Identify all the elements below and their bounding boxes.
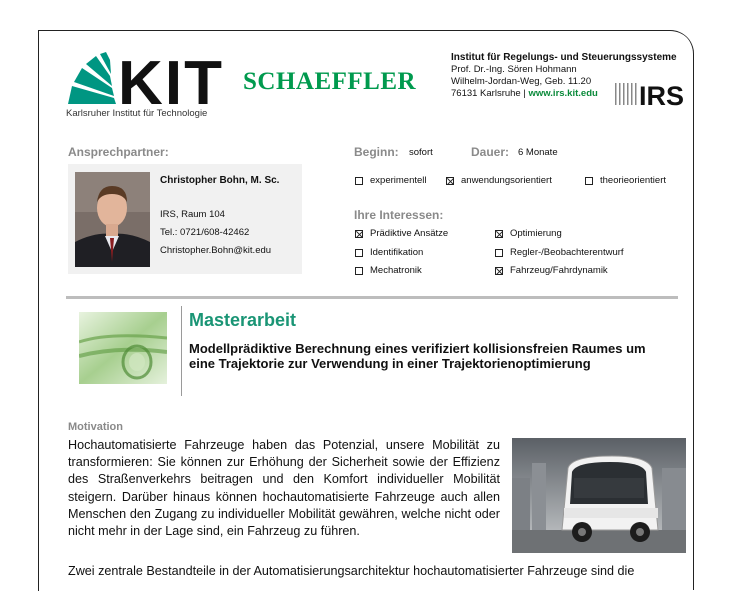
irs-logo-text: IRS: [639, 81, 685, 108]
duration-value: 6 Monate: [518, 147, 558, 158]
thesis-thumbnail: [79, 312, 167, 384]
interest-label-2: Identifikation: [370, 247, 424, 258]
checkbox-interest-3[interactable]: [495, 249, 503, 257]
type-label-1: anwendungsorientiert: [461, 175, 552, 186]
street-address: Wilhelm-Jordan-Weg, Geb. 11.20: [451, 76, 592, 87]
checkbox-interest-0[interactable]: [355, 230, 363, 238]
website-link[interactable]: www.irs.kit.edu: [528, 88, 598, 99]
institute-name: Institut für Regelungs- und Steuerungssysteme: [451, 52, 677, 63]
checkbox-interest-5[interactable]: [495, 267, 503, 275]
kit-logo-text: KIT: [118, 52, 222, 118]
city: 76131 Karlsruhe |: [451, 88, 529, 99]
motivation-paragraph-2: Zwei zentrale Bestandteile in der Automatisierungsarchitektur hochautomatisierter Fahrzeuge sind die: [68, 564, 635, 578]
schaeffler-logo: SCHAEFFLER: [243, 68, 417, 95]
section-divider: [66, 296, 678, 299]
kit-subtitle: Karlsruher Institut für Technologie: [66, 108, 208, 119]
interest-label-1: Optimierung: [510, 228, 562, 239]
type-label-2: theorieorientiert: [600, 175, 667, 186]
professor-name: Prof. Dr.-Ing. Sören Hohmann: [451, 64, 577, 75]
start-label: Beginn:: [354, 145, 399, 159]
title-divider: [181, 306, 182, 396]
checkbox-interest-2[interactable]: [355, 249, 363, 257]
checkbox-experimentell[interactable]: [355, 177, 363, 185]
contact-heading: Ansprechpartner:: [68, 145, 169, 159]
irs-logo: [615, 80, 689, 108]
thesis-type: Masterarbeit: [189, 310, 297, 330]
interest-label-5: Fahrzeug/Fahrdynamik: [510, 265, 608, 276]
contact-photo: [75, 172, 150, 267]
checkbox-theorieorientiert[interactable]: [585, 177, 593, 185]
checkbox-interest-4[interactable]: [355, 267, 363, 275]
checkbox-anwendungsorientiert[interactable]: [446, 177, 454, 185]
contact-phone: Tel.: 0721/608-42462: [160, 227, 250, 238]
autonomous-vehicle-image: [512, 438, 686, 553]
interest-label-3: Regler-/Beobachterentwurf: [510, 247, 624, 258]
motivation-heading: Motivation: [68, 421, 123, 433]
checkbox-interest-1[interactable]: [495, 230, 503, 238]
duration-label: Dauer:: [471, 145, 510, 159]
start-value: sofort: [409, 147, 433, 158]
motivation-paragraph-1: Hochautomatisierte Fahrzeuge haben das Potenzial, unsere Mobilität zu transformieren: Sie können zur Erhöhung der Sicherheit sowie der Effizienz des Straßenverkehrs beitragen und den Komfort individueller Mobilität steigern. Darüber hinaus können hochautomatisierte Fahrzeuge auch allen Menschen den Zugang zu individueller Mobilität gewähren, welche nicht oder nicht mehr in der Lage sind, ein Fahrzeug zu führen.: [68, 438, 500, 539]
contact-name: Christopher Bohn, M. Sc.: [160, 175, 280, 186]
type-label-0: experimentell: [370, 175, 427, 186]
contact-email[interactable]: Christopher.Bohn@kit.edu: [160, 245, 272, 256]
interest-label-4: Mechatronik: [370, 265, 422, 276]
thesis-title: Modellprädiktive Berechnung eines verifiziert kollisionsfreien Raumes um eine Trajektorie zur Verwendung in einer Trajektorienoptimierung: [189, 341, 646, 371]
contact-room: IRS, Raum 104: [160, 209, 225, 220]
interests-heading: Ihre Interessen:: [354, 208, 444, 222]
interest-label-0: Prädiktive Ansätze: [370, 228, 449, 239]
